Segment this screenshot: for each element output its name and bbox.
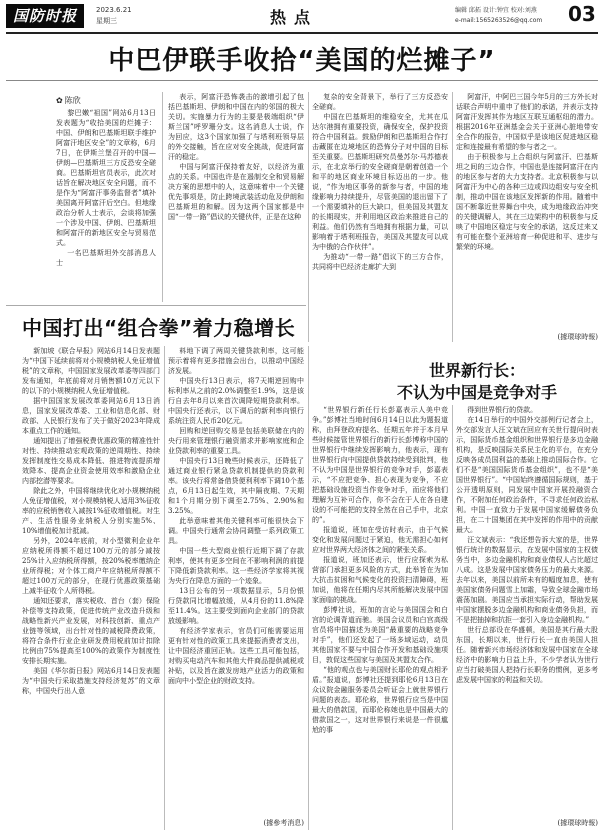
paragraph: 阿富汗，中阿巴三国今年5月的三方外长对话联合声明中重申了他们的承诺，并表示支持阿富汗发挥其作为地区互联互通枢纽的潜力。根据2016年亚洲基金会关于亚洲心脏地带安全合作的报告，中国似乎是该地区促进地区稳定和连接最有希望的参与者之一。 bbox=[456, 93, 598, 151]
article1-headline: 中巴伊联手收拾“美国的烂摊子” bbox=[108, 46, 496, 76]
paragraph: 此举意味着其他关键利率可能很快会下调。中国央行通常会协同调整一系列政策工具。 bbox=[168, 517, 304, 545]
article2-credit: (據參考消息) bbox=[263, 819, 304, 827]
article2-headline: 中国打出“组合拳”着力稳增长 bbox=[22, 316, 296, 340]
paragraph: 报道说，班加还表示，世行应探索为私营部门承担更多风险的方式，此举旨在为加大抗击贫困和气候变化的投资扫清障碍，班加说，他将在任期内尽其所能解决发展中国家面临的挑战。 bbox=[312, 556, 448, 604]
paragraph: 为推动“一带一路”倡议下的三方合作，共同将中巴经济走廊扩大到 bbox=[312, 253, 448, 271]
newspaper-logo: 国防时报 bbox=[6, 4, 84, 28]
paragraph: 13日公布的另一项数据显示，5月份银行贷款同比增幅放缓，从4月份的11.8%降至11.4%。这主要受到面向企业部门的贷款放缓影响。 bbox=[168, 587, 304, 625]
paragraph: 中国央行13日晚些时候表示，还降低了通过商业银行紧急贷款机制提供的贷款利率。该央行将常备借贷便利利率下调10个基点，6月13日起生效，其中隔夜期、7天期和1个月期分别下调至2.75%、2.90%和3.25%。 bbox=[168, 457, 304, 515]
editor-info bbox=[455, 6, 542, 26]
article3-headline-line1: 世界新行长： bbox=[428, 361, 525, 380]
paragraph: 世行总部设在华盛顿，美国是其行最大股东国，长期以来，世行行长一直由美国人担任。随着新兴市场经济体和发展中国家在全球经济中的影响力日益上升，不少学者认为世行应当打破美国人把持行长职务的惯例，更多考虑发展中国家的利益和关切。 bbox=[456, 626, 598, 684]
paragraph: 一名巴基斯坦外交部消息人士 bbox=[56, 249, 156, 267]
paragraph: 通知提出了增强税费优惠政策的精准性针对性、持续推动宏观政策的逆周期性、持续发挥制度性交易成本降低、推进物流提质增效降本、提高企业资金使用效率和激励企业内部挖潜等要求。 bbox=[22, 437, 160, 485]
headline-rule bbox=[6, 80, 598, 81]
article2-column-2 bbox=[168, 346, 304, 816]
paragraph: 在14日举行的中国外交部例行记者会上，外交部发言人汪文斌在回应有关世行提问时表示，国际货币基金组织和世界银行是多边金融机构，是反映国际关系民主化的平台，在充分反映各成员国利益的基础上推动国际合作。它们不是“美国国际货币基金组织”，也不是“美国世界银行”。“中国始终遵循国际规则，基于公开透明原则，同发展中国家开展投融资合作，不附加任何政治条件，不寻求任何政治私利。中国一直致力于发展中国家缓解债务负担，在二十国集团在其中发挥的作用中的贡献最大。 bbox=[456, 416, 598, 534]
article2-column-1 bbox=[22, 346, 160, 828]
column-divider bbox=[308, 92, 309, 342]
column-divider bbox=[452, 405, 453, 830]
column-divider bbox=[308, 346, 309, 830]
byline bbox=[56, 95, 81, 106]
star-icon: ✿ bbox=[56, 96, 63, 105]
paragraph: 彭博社说，班加的言论与美国国会和白宫的论调背道而驰。美国会议员和白宫高级官员将中国描述为美国“最重要的战略竞争对手”，他们还发起了一场多域运动，动员其他国家不要与中国合作开发和基础设施项目，敦促这些国家与美国及其盟友合作。 bbox=[312, 606, 448, 664]
paragraph: 美国《华尔街日报》网站6月14日发表题为“中国央行采取措施支持经济复苏”的文章称，中国央行出人意 bbox=[22, 667, 160, 695]
paragraph: 回购和逆回购交易是包括美联储在内的央行用来管理银行融资需求并影响家庭和企业贷款利率的重要工具。 bbox=[168, 427, 304, 455]
paragraph: 据中国国家发展改革委网站6月13日消息，国家发展改革委、工业和信息化部、财政部、人民银行发布了关于做好2023年降成本重点工作的通知。 bbox=[22, 397, 160, 435]
paragraph: 料地下调了两周关键贷款利率，这可能预示着将有更多措施会出台，以推动中国经济发展。 bbox=[168, 347, 304, 375]
article1-column-1 bbox=[56, 108, 156, 300]
article3-credit: (據環球時報) bbox=[557, 819, 598, 827]
editor-credits: 编辑 邱拓 设计:钟宜 校对:刘燕 bbox=[455, 7, 537, 14]
article1-column-2 bbox=[168, 92, 304, 302]
paragraph: 得到世界银行的贷款。 bbox=[467, 406, 538, 414]
paragraph: 汪文斌表示：“我还想告诉大家的是，世界银行统计的数据显示，在发展中国家的主权债务当中，多边金融机构和商业债权人占比超过八成。这是发展中国家债务压力的最大来源。去年以来，美国以前所未有的幅度加息，使有美国家债务问题雪上加霜，导致全球金融市场震荡加剧。美国应当承担实际行动，帮助发展中国家摆脱多边金融机构和商业债务负担，而不是把抽掉和抗拒一套引入身边金融机构。” bbox=[456, 536, 598, 624]
paragraph: 有经济学家表示，官员们可能需要运用更有针对性的政策工具来提振消费者支出，让中国经济重回正轨。这些工具可能包括，对购买电动汽车和其他大件商品提供减税或补贴，以及旨在激发房地产业活力的政策和面向中小型企业的财政支持。 bbox=[168, 627, 304, 685]
paragraph: 复杂的安全背景下，举行了三方反恐安全磋商。 bbox=[312, 93, 448, 111]
paragraph: 中国央行13日表示，将7天期逆回购中标利率从之前的2.0%调整至1.9%，这是该行自去年8月以来首次调降短期贷款利率。中国央行还表示，以下调后的新利率向银行系统注资人民币20亿元。 bbox=[168, 377, 304, 425]
column-divider bbox=[162, 92, 163, 302]
date-block bbox=[96, 5, 132, 27]
paragraph: 报道说，班加在受访时表示，由于气候变化和发展问题过于紧迫，他无需担心如何应对世界两大经济体之间的紧张关系。 bbox=[312, 526, 448, 554]
paragraph: 除此之外，中国将继续优化对小规模纳税人免征增值税，对小规模纳税人适用3%征收率的应税销售收入减按1%征收增值税。对生产、生活性服务业纳税人分别实施5%、10%增值税加计抵减。 bbox=[22, 487, 160, 535]
article3-column-1 bbox=[312, 405, 448, 830]
page-number: 03 bbox=[568, 2, 596, 26]
article1-credit: (據環球時報) bbox=[557, 333, 598, 341]
paragraph: 表示，阿富汗恐怖袭击的激增引起了包括巴基斯坦、伊朗和中国在内的邻国的极大关切。实施暴力行为的主要是极端组织“伊斯兰国”呼罗珊分支。这名消息人士说，作为回应，这3个国家加强了与塔利班领导层的外交接触，旨在应对安全挑战，促进阿富汗的稳定。 bbox=[168, 93, 304, 161]
editor-email: e-mail:1565263526@qq.com bbox=[455, 17, 543, 24]
issue-weekday: 星期三 bbox=[96, 17, 117, 25]
column-divider bbox=[164, 346, 165, 830]
article1-column-3 bbox=[312, 92, 448, 342]
paragraph: “他的观点也与美国财长耶伦的观点相矛盾。”报道说，彭博社还提到耶伦6月13日在众议院金融服务委员会听证会上就世界银行问题的表态。耶伦称，世界银行应当是中国最大的借款国，而耶伦称她也是中国最大的借款国之一，这对世界银行来说是一件很尴尬的事 bbox=[312, 666, 448, 734]
column-divider bbox=[452, 92, 453, 342]
paragraph: 中国一些大型商业银行近期下调了存款利率，使其有更多空间在不影响利润的前提下降低新贷款利率。这一些经济学家将其视为央行在降息方面的一个迹象。 bbox=[168, 547, 304, 585]
paragraph: 另外，2024年底前，对小型微利企业年应纳税所得额不超过100万元的部分减按25%计入应纳税所得额，按20%税率缴纳企业所得税；对个体工商户年应纳税所得额不超过100万元的部分，在现行优惠政策基础上减半征收个人所得税。 bbox=[22, 537, 160, 595]
paragraph: 黎巴嫩“祖国”网站6月13日发表题为“收拾美国的烂摊子：中国、伊朗和巴基斯坦联手维护阿富汗地区安全”的文章称，6月7日，在伊斯兰堡召开的中国—伊朗—巴基斯坦三方反恐安全磋商。巴基斯坦官员表示，此次对话旨在解决地区安全问题，而不是作为“阿富汗事务监督者”填补美国离开阿富汗后空白。但地缘政治分析人士表示，会谈将加强一个涉及中国、伊朗、巴基斯坦和阿富汗的新地区安全与贸易范式。 bbox=[56, 109, 156, 247]
paragraph: “世界银行新任行长彭嘉表示人美中竞争。”彭博社当地时间6月14日以此为题报道称，由拜登政府提名、任期五年并于本月早些时候接管世界银行的新行长彭博称中国的世界银行中继续发挥影响力，他表示，现有世界银行向中国提供贷款持续受到批判，他不认为中国是世界银行的竞争对手，彭嘉表示，“不应把竞争、担心表现为竞争，不应把基础设施投资当作竞争对手，而应将他们理解为互补可合作，你不会在于人在各自建设的不可能把的支持全然在自己手中，北京的”。 bbox=[312, 406, 448, 524]
paragraph: 新加坡《联合早报》网站6月14日发表题为“中国下延续前将对小规模纳税人免征增值税”的文章称，中国国家发展改革委等四部门发布通知，年底前将对月销售额10万元以下的以下的小规模纳税人免征增值税。 bbox=[22, 347, 160, 395]
paragraph: 中国与阿富汗保持着友好，以经济为重点的关系。中国也许是在遏制交全和贸易解决方案的思想中的人，这意味着中一个关键优先事项是，防止跨境武装活动危及伊朗和巴基斯坦的和解。因为这两个国家都是中国“一带一路”倡议的关键伙伴，正是在这种 bbox=[168, 163, 304, 221]
paragraph: 中国在巴基斯坦的维稳安全，尤其在瓜达尔港拥有重要投资，确保安全，保护投资符合中国利益。鼓励伊朗和巴基斯坦合作打击藏匿在边境地区的恐怖分子对中国的目标至关重要。巴基斯坦研究员曼苏尔·马苏德表示，在北京举行的安全磋商是朝着创造一个和平的地区商业环境目标迈出的一步。他说，“作为地区事务的新参与者，中国的地缘影响力持续提升，尽管美国的退出留下了一个需要填补的巨大缺口，但美国及其盟友的长期现实，并利用地区政治来推进自己的利益。他们仍然有当地拥有根据力量，可以影响着于塔利班报告，美国及其盟友可以成为中俄的合作伙伴”。 bbox=[312, 113, 448, 251]
issue-date: 2023.6.21 bbox=[96, 6, 132, 14]
article3-headline-line2: 不认为中国是竞争对手 bbox=[396, 383, 557, 402]
masthead bbox=[0, 0, 604, 36]
paragraph: 通知还要求，落实税收、首台（套）保险补偿等支持政策，促进传统产业改造升级和战略性新兴产业发展，对科技创新、重点产业链等领域，出台针对性的减税降费政策，将符合条件行业企业研发费用税前加计扣除比例由75%提高至100%的政策作为制度性安排长期实施。 bbox=[22, 597, 160, 665]
article1-column-4 bbox=[456, 92, 598, 332]
paragraph: 由于积极参与上合组织与阿富汗、巴基斯坦之间的三边合作，中国也是连接阿富汗在内的地区参与者的大力支持者。北京积极参与以阿富汗为中心的各种三边或四边组安与安全机制，推动中国在该地区发挥新的作用。随着中国不断靠近世界舞台中央，成为地缘政治冲突的关键调解人，其在三边架构中的积极参与反映了中国地区稳定与安全的承诺，这反过来又有可能在整个亚洲培育一种促进和平、进步与繁荣的环境。 bbox=[456, 153, 598, 251]
section-rule bbox=[6, 305, 306, 306]
article3-column-2 bbox=[456, 405, 598, 817]
masthead-rule bbox=[6, 32, 598, 34]
byline-author: 陈欣 bbox=[64, 96, 81, 105]
section-title: 热点 bbox=[270, 8, 319, 27]
